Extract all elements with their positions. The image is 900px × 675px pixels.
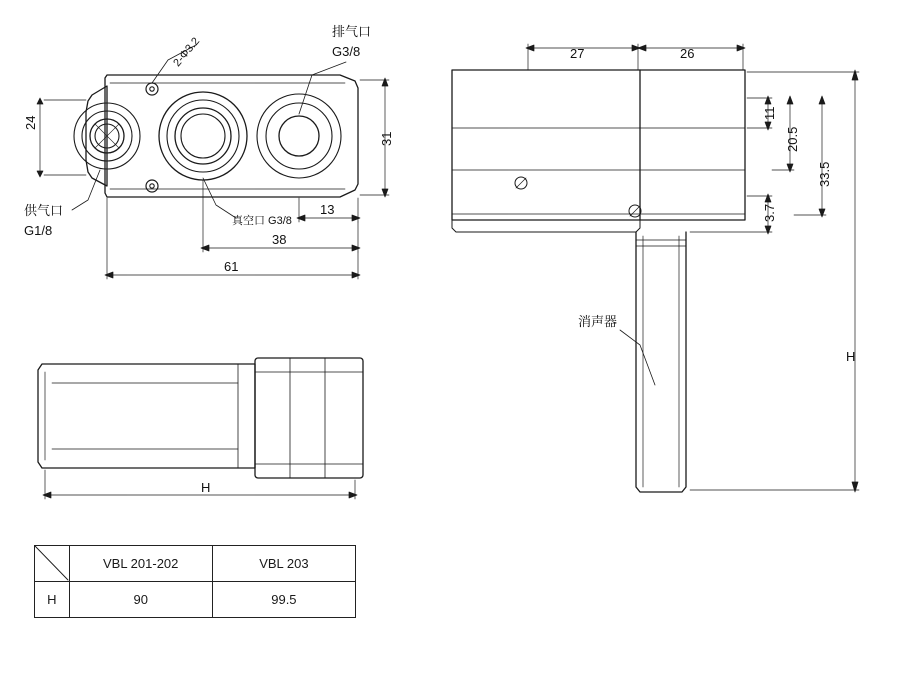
dim-61-label: 61 bbox=[224, 259, 239, 274]
dim-H-bottom bbox=[43, 470, 357, 499]
dim-26-label: 26 bbox=[680, 46, 695, 61]
dim-11-label: 11 bbox=[762, 106, 777, 120]
dim-38-label: 38 bbox=[272, 232, 287, 247]
exhaust-port-thread-label: G3/8 bbox=[332, 44, 361, 59]
table-header-model-2: VBL 203 bbox=[212, 546, 355, 582]
side-view-outline bbox=[452, 70, 745, 492]
table-cell-h-201-202: 90 bbox=[69, 582, 212, 618]
hole-callout-label: 2-Φ3.2 bbox=[171, 35, 203, 70]
dim-H-side-label: H bbox=[846, 349, 856, 364]
front-view-outline bbox=[86, 75, 358, 197]
vacuum-port-label: 真空口 G3/8 bbox=[232, 215, 292, 227]
silencer-leader bbox=[620, 330, 655, 385]
dim-33-5 bbox=[794, 96, 826, 217]
table-corner-cell bbox=[35, 546, 70, 582]
dim-3-7-label: 3.7 bbox=[762, 203, 777, 222]
table-row bbox=[35, 582, 356, 618]
dim-20-5-label: 20.5 bbox=[785, 126, 800, 152]
bottom-view-outline bbox=[38, 358, 363, 478]
dim-H-bottom-label: H bbox=[201, 480, 211, 495]
exhaust-port-circles bbox=[257, 94, 341, 178]
exhaust-port-label: 排气口 bbox=[332, 24, 372, 39]
dim-31-label: 31 bbox=[379, 131, 394, 146]
dim-13-label: 13 bbox=[320, 202, 335, 217]
table-cell-h-203: 99.5 bbox=[212, 582, 355, 618]
dim-H-side bbox=[690, 70, 859, 492]
dim-33-5-label: 33.5 bbox=[817, 161, 832, 187]
table-row-label-H: H bbox=[35, 582, 70, 618]
dim-27-label: 27 bbox=[570, 46, 585, 61]
vacuum-port-circles bbox=[159, 92, 247, 180]
supply-port-thread-label: G1/8 bbox=[24, 223, 53, 238]
table-row-header bbox=[35, 546, 356, 582]
table-header-model-1: VBL 201-202 bbox=[69, 546, 212, 582]
silencer-label: 消声器 bbox=[578, 314, 618, 329]
dim-24-label: 24 bbox=[23, 115, 38, 130]
supply-port-label: 供气口 bbox=[24, 203, 64, 218]
dim-24 bbox=[37, 98, 86, 177]
front-view-leaders bbox=[72, 45, 346, 218]
height-table bbox=[34, 545, 356, 618]
mounting-holes bbox=[146, 83, 158, 192]
